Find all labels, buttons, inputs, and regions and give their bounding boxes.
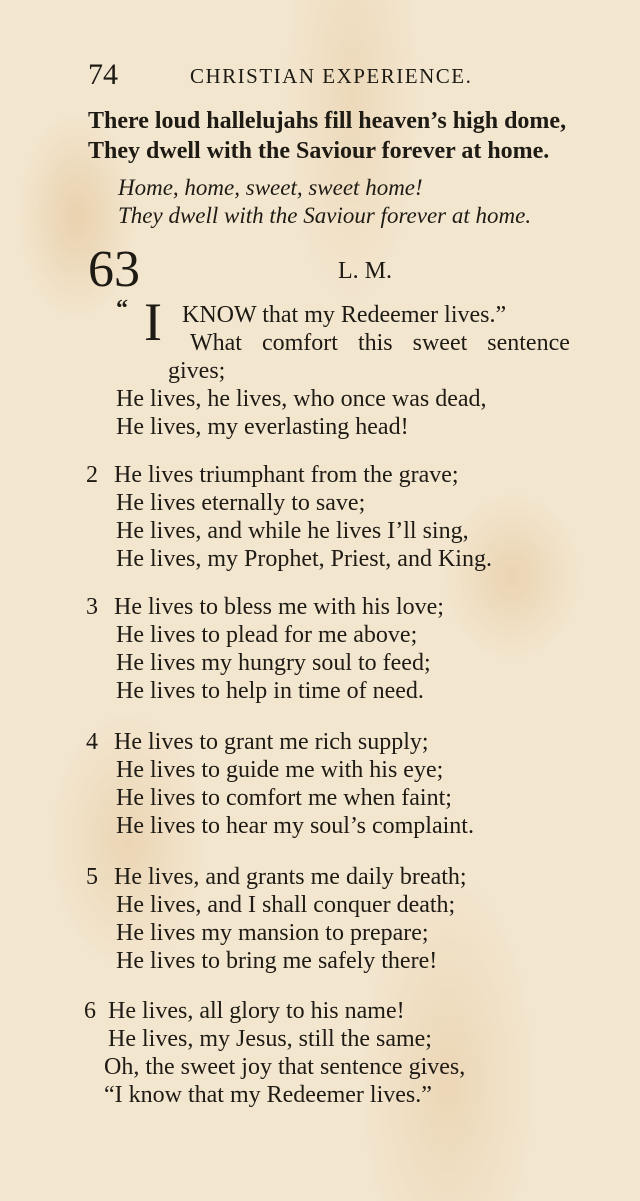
verse-line: He lives, and while he lives I’ll sing, [116,518,469,544]
verse-line: He lives to comfort me when faint; [116,785,452,811]
verse-line: KNOW that my Redeemer lives.” [182,302,507,328]
drop-cap: I [144,292,162,352]
verse-line: He lives triumphant from the grave; [114,462,459,488]
verse-line: gives; [168,358,226,384]
verse-line: What comfort this sweet sentence [190,330,570,356]
verse-line: He lives, my Prophet, Priest, and King. [116,546,492,572]
verse-line: He lives to bring me safely there! [116,948,438,974]
stanza-number: 2 [86,462,98,488]
stanza-number: 5 [86,864,98,890]
page-header [88,58,618,92]
stanza-number: 6 [84,998,96,1024]
opening-quote-mark: “ [116,296,128,322]
verse-line: He lives, and grants me daily breath; [114,864,467,890]
verse-line: He lives my mansion to prepare; [116,920,429,946]
chorus-line: Home, home, sweet, sweet home! [118,175,423,200]
verse-line: He lives my hungry soul to feed; [116,650,431,676]
previous-hymn-line: There loud hallelujahs fill heaven’s high dome, [88,108,567,134]
hymn-meter: L. M. [338,258,392,284]
verse-line: He lives to grant me rich supply; [114,729,429,755]
verse-line: He lives to bless me with his love; [114,594,444,620]
stanza-number: 4 [86,729,98,755]
verse-line: He lives, he lives, who once was dead, [116,386,487,412]
verse-line: He lives, my Jesus, still the same; [108,1026,432,1052]
previous-hymn-line: They dwell with the Saviour forever at home. [88,138,550,164]
stanza-number: 3 [86,594,98,620]
verse-line: He lives, and I shall conquer death; [116,892,456,918]
verse-line: He lives to hear my soul’s complaint. [116,813,474,839]
verse-line: He lives to help in time of need. [116,678,424,704]
verse-line: He lives eternally to save; [116,490,366,516]
verse-line: He lives, all glory to his name! [108,998,405,1024]
running-head: CHRISTIAN EXPERIENCE. [190,64,473,88]
page-number: 74 [88,58,118,91]
verse-line: He lives to plead for me above; [116,622,418,648]
hymn-number: 63 [88,241,140,298]
verse-line: “I know that my Redeemer lives.” [104,1082,432,1108]
chorus-line: They dwell with the Saviour forever at home. [118,203,532,228]
verse-line: Oh, the sweet joy that sentence gives, [104,1054,466,1080]
verse-line: He lives, my everlasting head! [116,414,409,440]
verse-line: He lives to guide me with his eye; [116,757,444,783]
